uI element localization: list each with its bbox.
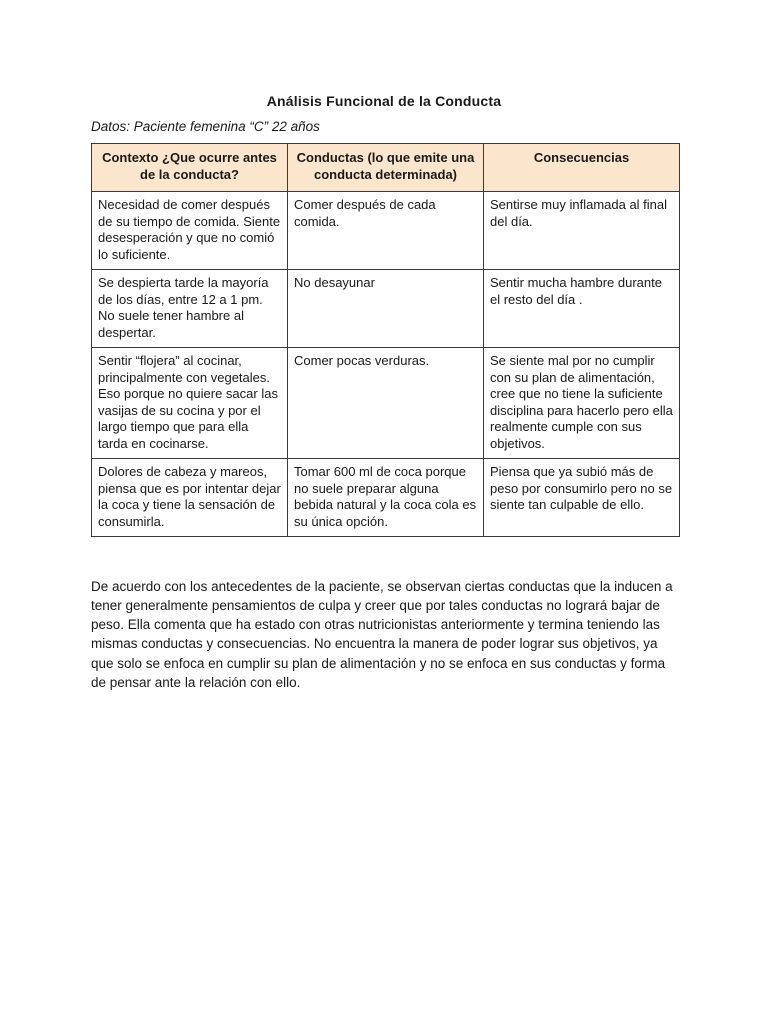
cell-contexto: Dolores de cabeza y mareos, piensa que es por intentar dejar la coca y tiene la sensación de consumirla.	[92, 459, 288, 537]
cell-conducta: Comer después de cada comida.	[288, 192, 484, 270]
table-row	[92, 192, 680, 270]
cell-consecuencia: Sentir mucha hambre durante el resto del día .	[484, 270, 680, 348]
cell-consecuencia: Se siente mal por no cumplir con su plan de alimentación, cree que no tiene la suficiente disciplina para hacerlo pero ella realmente cumple con sus objetivos.	[484, 348, 680, 459]
cell-conducta: Tomar 600 ml de coca porque no suele preparar alguna bebida natural y la coca cola es su única opción.	[288, 459, 484, 537]
analysis-paragraph: De acuerdo con los antecedentes de la paciente, se observan ciertas conductas que la inducen a tener generalmente pensamientos de culpa y creer que por tales conductas no logrará bajar de peso. Ella comenta que ha estado con otras nutricionistas anteriormente y termina teniendo las mismas conductas y consecuencias. No encuentra la manera de poder lograr sus objetivos, ya que solo se enfoca en cumplir su plan de alimentación y no se enfoca en sus conductas y forma de pensar ante la relación con ello.	[91, 578, 673, 690]
cell-consecuencia: Sentirse muy inflamada al final del día.	[484, 192, 680, 270]
cell-conducta: Comer pocas verduras.	[288, 348, 484, 459]
table-row	[92, 459, 680, 537]
cell-conducta: No desayunar	[288, 270, 484, 348]
table-header-row	[92, 144, 680, 192]
document-title: Análisis Funcional de la Conducta	[266, 93, 502, 109]
cell-contexto: Necesidad de comer después de su tiempo de comida. Siente desesperación y que no comió lo suficiente.	[92, 192, 288, 270]
cell-contexto: Sentir “flojera” al cocinar, principalmente con vegetales. Eso porque no quiere sacar las vasijas de su cocina y por el largo tiempo que para ella tarda en cocinarse.	[92, 348, 288, 459]
cell-contexto: Se despierta tarde la mayoría de los días, entre 12 a 1 pm. No suele tener hambre al despertar.	[92, 270, 288, 348]
table-row	[92, 348, 680, 459]
functional-analysis-table	[91, 143, 680, 537]
table-row	[92, 270, 680, 348]
document-subtitle: Datos: Paciente femenina “C” 22 años	[91, 119, 320, 134]
header-conductas: Conductas (lo que emite una conducta determinada)	[288, 144, 484, 192]
cell-consecuencia: Piensa que ya subió más de peso por consumirlo pero no se siente tan culpable de ello.	[484, 459, 680, 537]
header-consecuencias: Consecuencias	[484, 144, 680, 192]
header-contexto: Contexto ¿Que ocurre antes de la conducta?	[92, 144, 288, 192]
